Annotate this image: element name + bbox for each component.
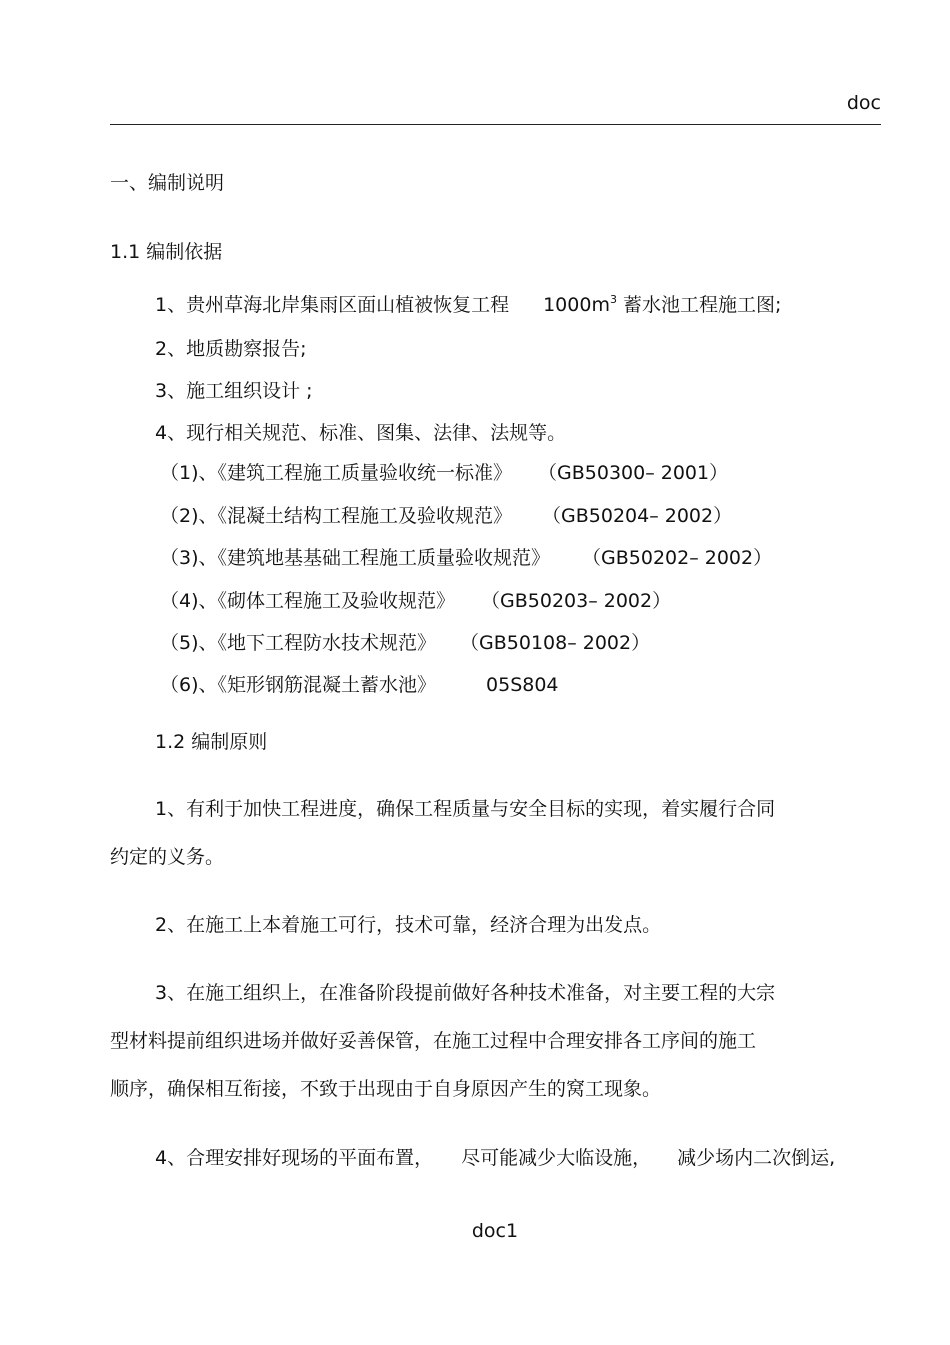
reference-item: [160, 589, 671, 613]
reference-item: [160, 673, 559, 697]
reference-code: 05S804: [486, 674, 559, 696]
page-header-text: doc: [846, 92, 881, 114]
basis-item-2: 2、地质勘察报告;: [155, 338, 307, 360]
basis-item-1: [155, 293, 781, 320]
reference-title: （3)、《建筑地基基础工程施工质量验收规范》: [160, 547, 551, 569]
principle-4-part-1: 4、合理安排好现场的平面布置，: [155, 1147, 434, 1169]
reference-title: （6)、《矩形钢筋混凝土蓄水池》: [160, 674, 437, 696]
reference-title: （4)、《砌体工程施工及验收规范》: [160, 590, 456, 612]
reference-title: （2)、《混凝土结构工程施工及验收规范》: [160, 505, 513, 527]
reference-code: （GB50203– 2002）: [481, 590, 672, 612]
reference-item: [160, 546, 772, 570]
principle-4-line-1: [155, 1146, 835, 1170]
basis-item-1-text: 1、贵州草海北岸集雨区面山植被恢复工程: [155, 294, 510, 316]
section-title: 一、编制说明: [110, 172, 225, 194]
principle-4-part-2: 尽可能减少大临设施，: [461, 1147, 652, 1169]
principles-heading: 1.2 编制原则: [155, 731, 268, 753]
reference-code: （GB50202– 2002）: [582, 547, 773, 569]
principle-3-line-3: 顺序，确保相互衔接，不致于出现由于自身原因产生的窝工现象。: [110, 1078, 662, 1100]
reference-code: （GB50108– 2002）: [460, 632, 651, 654]
basis-heading: 1.1 编制依据: [110, 241, 223, 263]
basis-item-1-volume: 1000m: [543, 294, 610, 316]
basis-item-4: 4、现行相关规范、标准、图集、法律、法规等。: [155, 422, 567, 444]
principle-1-line-2: 约定的义务。: [110, 846, 225, 868]
principle-4-part-3: 减少场内二次倒运,: [677, 1147, 836, 1169]
basis-item-1-superscript: 3: [609, 293, 617, 306]
header-rule: [110, 124, 881, 125]
reference-item: [160, 461, 728, 485]
principle-3-line-1: 3、在施工组织上，在准备阶段提前做好各种技术准备，对主要工程的大宗: [155, 982, 776, 1004]
reference-title: （1)、《建筑工程施工质量验收统一标准》: [160, 462, 513, 484]
reference-item: [160, 504, 732, 528]
reference-code: （GB50204– 2002）: [542, 505, 733, 527]
reference-code: （GB50300– 2001）: [538, 462, 729, 484]
reference-item: [160, 631, 650, 655]
page-footer-text: doc1: [471, 1220, 519, 1242]
basis-item-1-rest: 蓄水池工程施工图;: [622, 294, 782, 316]
principle-2-line-1: 2、在施工上本着施工可行，技术可靠，经济合理为出发点。: [155, 914, 662, 936]
basis-item-3: 3、施工组织设计 ;: [155, 380, 313, 402]
principle-1-line-1: 1、有利于加快工程进度，确保工程质量与安全目标的实现，着实履行合同: [155, 798, 776, 820]
reference-title: （5)、《地下工程防水技术规范》: [160, 632, 437, 654]
principle-3-line-2: 型材料提前组织进场并做好妥善保管，在施工过程中合理安排各工序间的施工: [110, 1030, 757, 1052]
